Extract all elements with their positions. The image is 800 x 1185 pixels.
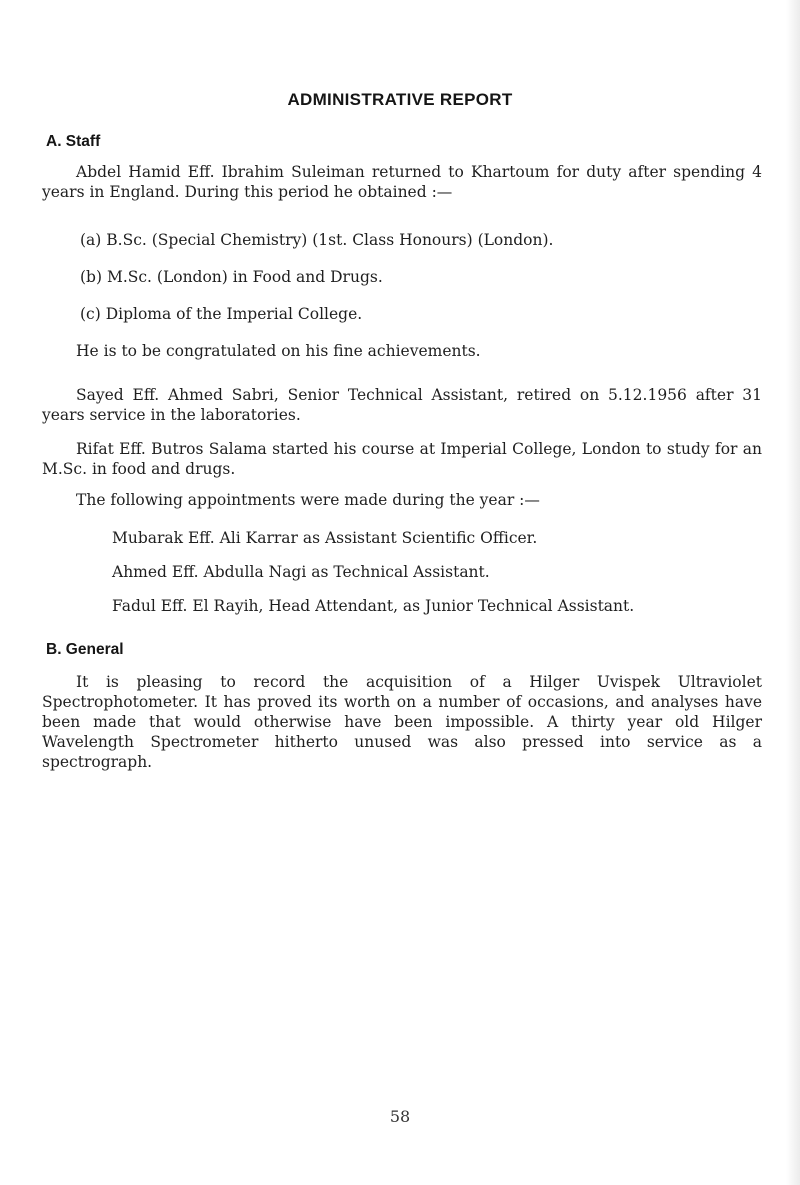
page-number: 58 xyxy=(389,1107,411,1126)
appointment-item: Fadul Eff. El Rayih, Head Attendant, as Junior Technical Assistant. xyxy=(112,597,635,615)
appointments-intro: The following appointments were made during the year :— xyxy=(76,491,540,509)
appointment-item: Ahmed Eff. Abdulla Nagi as Technical Assistant. xyxy=(112,563,490,581)
section-a-heading: A. Staff xyxy=(46,133,101,150)
appointment-item: Mubarak Eff. Ali Karrar as Assistant Scientific Officer. xyxy=(112,529,538,547)
retirement-paragraph: Sayed Eff. Ahmed Sabri, Senior Technical Assistant, retired on 5.12.1956 after 31 years service in the laboratories. xyxy=(42,386,762,424)
section-a-intro-paragraph: Abdel Hamid Eff. Ibrahim Suleiman returned to Khartoum for duty after spending 4 years in England. During this period he obtained :— xyxy=(42,163,762,201)
qualification-item: (a) B.Sc. (Special Chemistry) (1st. Class Honours) (London). xyxy=(80,231,554,249)
page-edge-shadow xyxy=(786,0,800,1185)
study-paragraph: Rifat Eff. Butros Salama started his course at Imperial College, London to study for an M.Sc. in food and drugs. xyxy=(42,440,762,478)
section-b-paragraph: It is pleasing to record the acquisition of a Hilger Uvispek Ultraviolet Spectrophotometer. It has proved its worth on a number of occasions, and analyses have been made that would otherwise have been impossible. A thirty year old Hilger Wavelength Spectrometer hitherto unused was also pressed into service as a spectrograph. xyxy=(42,673,762,771)
qualification-item: (c) Diploma of the Imperial College. xyxy=(80,305,363,323)
qualification-item: (b) M.Sc. (London) in Food and Drugs. xyxy=(80,268,383,286)
section-b-heading: B. General xyxy=(46,641,124,658)
congratulation-paragraph: He is to be congratulated on his fine achievements. xyxy=(76,342,481,360)
page-title: ADMINISTRATIVE REPORT xyxy=(287,90,513,109)
